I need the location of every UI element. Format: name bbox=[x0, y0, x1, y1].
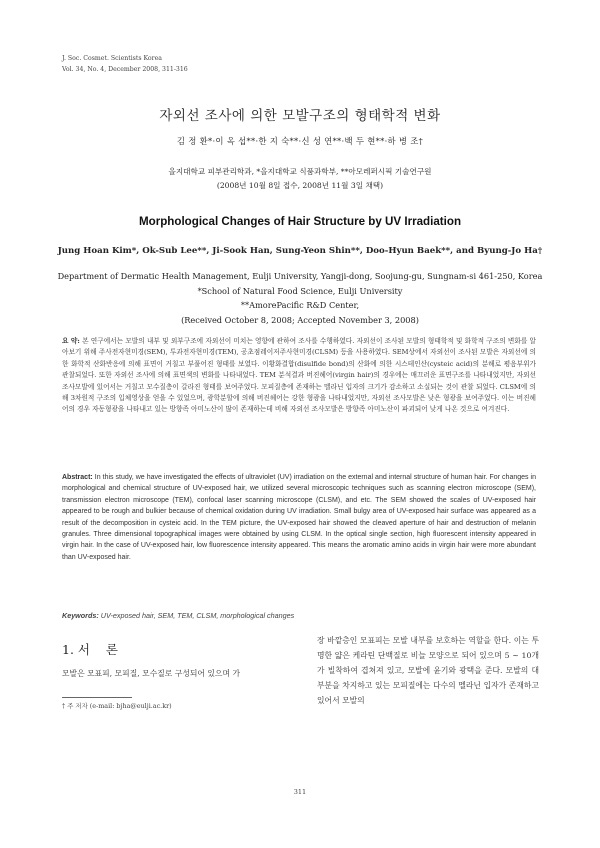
korean-title: 자외선 조사에 의한 모발구조의 형태학적 변화 bbox=[159, 108, 441, 124]
abstract-english-text: In this study, we have investigated the effects of ultraviolet (UV) irradiation on the external and internal structure of human hair. For changes in morphological and chemical structure of UV-exposed hair, we utilized several microscopic techniques such as scanning electron microscope (SEM), transmission electron microscope (TEM), confocal laser scanning microscope (CLSM), and etc. The SEM showed the scales of UV-exposed hair appeared to be rough and bulkier because of chemical oxidation during UV irradiation. Small bulgy area of UV-exposed hair surface was appeared as a result of the decomposition in cysteic acid. In the TEM picture, the UV-exposed hair showed the cleaved aperture of hair and destruction of melanin granules. Three dimensional topographical images were obtained by using CLSM. In the optical single section, high fluorescent intensity appeared in virgin hair. In the case of UV-exposed hair, low fluorescence intensity appeared. This means the aromatic amino acids in virgin hair were more abundant than UV-exposed hair. bbox=[62, 474, 536, 561]
section-heading: 1. 서 론 bbox=[62, 642, 118, 657]
english-affiliation-1: Department of Dermatic Health Management, Eulji University, Yangji-dong, Soojung-gu, Sungnam-si 461-250, Korea bbox=[57, 271, 543, 281]
english-authors: Jung Hoan Kim*, Ok-Sub Lee**, Ji-Sook Han, Sung-Yeon Shin**, Doo-Hyun Baek**, and Byung-Jo Ha† bbox=[57, 246, 543, 256]
abstract-korean-text: 본 연구에서는 모발의 내부 및 외부구조에 자외선이 미치는 영향에 관하여 조사를 수행하였다. 자외선이 조사된 모발의 형태학적 및 화학적 구조의 변화를 알아보기 위해 주사전자현미경(SEM), 투과전자현미경(TEM), 공초점레이저주사현미경(CLSM) 등을 사용하였다. SEM상에서 자외선이 조사된 모발은 자외선에 의한 화학적 산화반응에 의해 표면이 거칠고 부풀어진 형태를 보였다. 이황화결합(disulfide bond)의 산화에 의한 시스테인산(cysteic acid)의 분해로 평음부위가 관찰되었다. 또한 자외선 조사에 의해 표면색의 변화를 나타내었다. TEM 분석결과 버진헤어(virgin hair)의 경우에는 매끄러운 표면구조를 나타내었지만, 자외선 조사모발에 있어서는 거칠고 모수질층이 갈라진 형태를 보여주었다. 모피질층에 존재하는 멜라닌 입자의 크기가 감소하고 소실되는 것이 관찰 되었다. CLSM에 의해 3차원적 구조의 입체영상을 얻을 수 있었으며, 광학분할에 의해 버진헤어는 강한 형광을 나타내었지만, 자외선 조사모발은 낮은 형광을 보여주었다. 이는 버진헤어의 경우 자동형광을 나타내고 있는 방향족 아미노산이 많이 존재하는데 비해 자외선 조사모발은 방향족 아미노산이 파괴되어 낮게 나온 것으로 여겨진다. bbox=[62, 337, 537, 414]
english-title: Morphological Changes of Hair Structure by UV Irradiation bbox=[138, 215, 462, 228]
body-left-column: 모발은 모표피, 모피질, 모수질로 구성되어 있으며 가 bbox=[62, 669, 240, 678]
english-dates: (Received October 8, 2008; Accepted November 3, 2008) bbox=[181, 314, 419, 325]
body-right-column: 장 바깥층인 모표피는 모발 내부를 보호하는 역할을 한다. 이는 투명한 얇은 케라틴 단백질로 비늘 모양으로 되어 있으며 5 ~ 10개가 빌착하여 겹쳐져 있고, 모발에 윤기와 광택을 준다. 모발의 대부분을 차지하고 있는 모피질에는 다수의 멜라닌 입자가 존재하고 있어서 모발의 bbox=[317, 636, 539, 705]
english-affiliation-2: *School of Natural Food Science, Eulji University bbox=[197, 285, 403, 296]
abstract-english-label: Abstract: bbox=[62, 474, 93, 481]
keywords bbox=[62, 611, 294, 620]
journal-volume: Vol. 34, No. 4, December 2008, 311-316 bbox=[62, 66, 188, 73]
keywords-label: Keywords: bbox=[62, 611, 99, 620]
page-number: 311 bbox=[293, 788, 307, 796]
abstract-korean bbox=[62, 336, 536, 416]
english-affiliation-block bbox=[0, 269, 600, 327]
keywords-text: UV-exposed hair, SEM, TEM, CLSM, morphological changes bbox=[100, 611, 295, 620]
abstract-korean-label: 요 약: bbox=[62, 337, 80, 345]
abstract-english bbox=[62, 472, 536, 563]
footnote-rule bbox=[62, 697, 132, 698]
korean-affiliation: 을지대학교 피부관리학과, *을지대학교 식품과학부, **아모레퍼시픽 기술연구원 bbox=[168, 167, 432, 176]
footnote: † 주 저자 (e-mail: bjha@eulji.ac.kr) bbox=[62, 702, 172, 710]
english-affiliation-3: **AmorePacific R&D Center, bbox=[240, 300, 360, 311]
korean-authors: 김 정 환*·이 옥 섭**·한 지 숙**·신 성 연**·백 두 현**·하 병 조† bbox=[176, 136, 424, 146]
journal-name: J. Soc. Cosmet. Scientists Korea bbox=[62, 55, 162, 62]
korean-dates: (2008년 10월 8일 접수, 2008년 11월 3일 채택) bbox=[216, 181, 384, 190]
journal-header bbox=[62, 53, 188, 75]
korean-affiliation-block bbox=[0, 165, 600, 193]
